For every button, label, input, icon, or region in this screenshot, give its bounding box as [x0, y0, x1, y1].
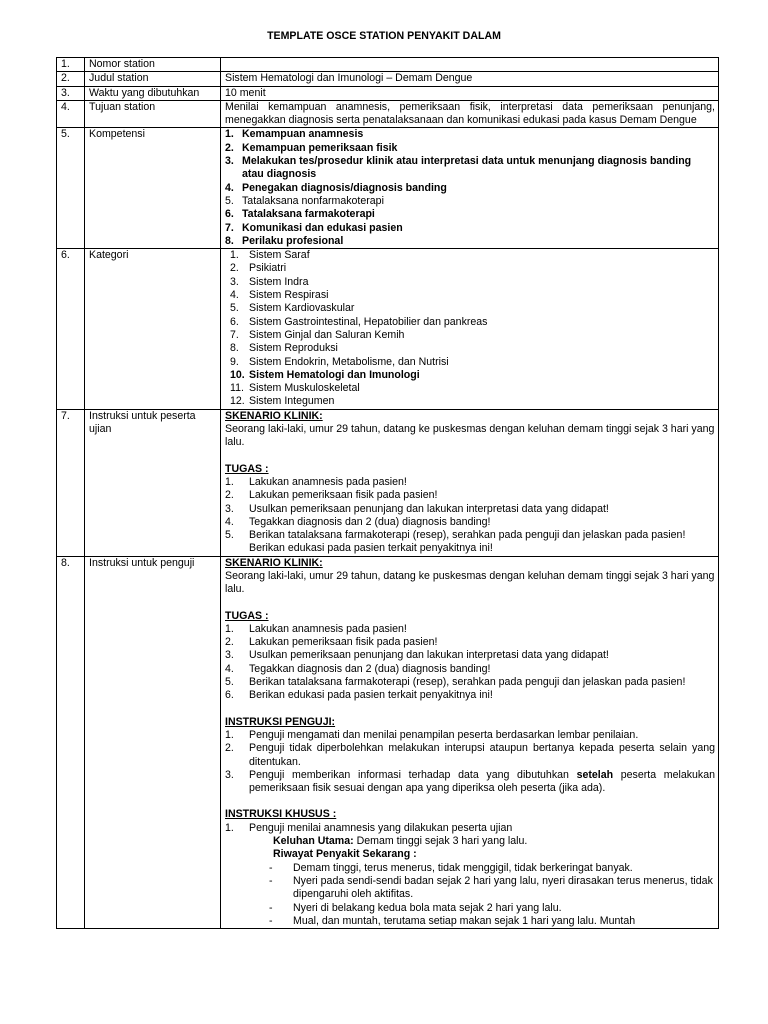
instruksi-penguji-list: [225, 729, 715, 795]
row-value: Sistem Hematologi dan Imunologi – Demam Dengue: [221, 72, 719, 86]
row-number: 7.: [57, 409, 85, 556]
list-item: 2. Lakukan pemeriksaan fisik pada pasien!: [225, 636, 438, 649]
list-item: 5. Berikan tatalaksana farmakoterapi (resep), serahkan pada penguji dan jelaskan pada pasien!: [225, 529, 686, 542]
keluhan-utama: Keluhan Utama: Demam tinggi sejak 3 hari yang lalu.: [273, 835, 528, 848]
list-item: 4. Sistem Respirasi: [230, 289, 329, 302]
table-row: [57, 58, 719, 72]
table-row: [57, 128, 719, 249]
list-item: 1. Lakukan anamnesis pada pasien!: [225, 622, 407, 635]
document-title: TEMPLATE OSCE STATION PENYAKIT DALAM: [267, 30, 501, 42]
instruksi-khusus-heading: INSTRUKSI KHUSUS :: [225, 808, 337, 821]
tugas-list: [225, 476, 715, 542]
list-item: 1. Sistem Saraf: [230, 249, 310, 262]
tugas-heading: TUGAS :: [225, 462, 269, 475]
row-label: Kompetensi: [85, 128, 221, 249]
row-value: [221, 128, 719, 249]
scenario-heading: SKENARIO KLINIK:: [225, 556, 323, 569]
row-number: 8.: [57, 556, 85, 928]
list-item: 12. Sistem Integumen: [230, 395, 335, 408]
list-item: 11. Sistem Muskuloskeletal: [230, 382, 360, 395]
tugas-list: [225, 623, 715, 703]
scenario-text: Seorang laki-laki, umur 29 tahun, datang ke puskesmas dengan keluhan demam tinggi sejak 3 hari yang lalu.: [225, 423, 715, 449]
table-row: [57, 86, 719, 100]
list-item: 7. Komunikasi dan edukasi pasien: [225, 221, 403, 234]
row-value: [221, 249, 719, 410]
list-item: - Nyeri pada sendi-sendi badan sejak 2 hari yang lalu, nyeri dirasakan terus menerus, tidak dipengaruhi oleh aktifitas.: [269, 875, 715, 902]
list-item: - Mual, dan muntah, terutama setiap makan sejak 1 hari yang lalu. Muntah: [269, 915, 715, 928]
list-item: 5. Berikan tatalaksana farmakoterapi (resep), serahkan pada penguji dan jelaskan pada pasien!: [225, 676, 686, 689]
list-item: 9. Sistem Endokrin, Metabolisme, dan Nutrisi: [230, 355, 449, 368]
list-item: 4. Penegakan diagnosis/diagnosis banding: [225, 181, 447, 194]
list-item: 8. Sistem Reproduksi: [230, 342, 338, 355]
list-item: 3. Penguji memberikan informasi terhadap data yang dibutuhkan setelah peserta melakukan pemeriksaan fisik sesuai dengan apa yang diperiksa oleh peserta (jika ada).: [225, 768, 716, 795]
row-number: 5.: [57, 128, 85, 249]
row-label: Instruksi untuk penguji: [85, 556, 221, 928]
list-item: 7. Sistem Ginjal dan Saluran Kemih: [230, 328, 405, 341]
row-value: Menilai kemampuan anamnesis, pemeriksaan fisik, interpretasi data pemeriksaan penunjang, menegakkan diagnosis serta penatalaksanaan dan komunikasi edukasi pada kasus Demam Dengue: [221, 100, 719, 128]
kompetensi-list: [225, 128, 715, 248]
instruksi-khusus-list: [225, 822, 715, 835]
row-value: [221, 58, 719, 72]
row-number: 3.: [57, 86, 85, 100]
table-row: [57, 556, 719, 928]
list-item: - Demam tinggi, terus menerus, tidak menggigil, tidak berkeringat banyak.: [269, 862, 715, 875]
list-item: 2. Penguji tidak diperbolehkan melakukan interupsi ataupun bertanya kepada peserta selain yang ditentukan.: [225, 742, 715, 768]
list-item: 5. Sistem Kardiovaskular: [230, 302, 355, 315]
list-item: 4. Tegakkan diagnosis dan 2 (dua) diagnosis banding!: [225, 515, 491, 528]
row-value: [221, 556, 719, 928]
row-label: Instruksi untuk peserta ujian: [85, 409, 221, 556]
list-item: 5. Tatalaksana nonfarmakoterapi: [225, 194, 384, 207]
list-item: 4. Tegakkan diagnosis dan 2 (dua) diagnosis banding!: [225, 662, 491, 675]
table-row: [57, 100, 719, 128]
row-number: 1.: [57, 58, 85, 72]
row-label: Waktu yang dibutuhkan: [85, 86, 221, 100]
list-item: 1. Lakukan anamnesis pada pasien!: [225, 475, 407, 488]
row-label: Tujuan station: [85, 100, 221, 128]
list-item: 3. Sistem Indra: [230, 275, 309, 288]
tugas-heading: TUGAS :: [225, 609, 269, 622]
list-item: 1. Kemampuan anamnesis: [225, 128, 364, 141]
table-row: [57, 72, 719, 86]
list-item: 1. Penguji menilai anamnesis yang dilakukan peserta ujian: [225, 821, 513, 834]
row-label: Nomor station: [85, 58, 221, 72]
table-row: [57, 249, 719, 410]
rps-list: [225, 862, 715, 928]
list-item: 2. Kemampuan pemeriksaan fisik: [225, 141, 398, 154]
list-item: 3. Melakukan tes/prosedur klinik atau interpretasi data untuk menunjang diagnosis banding atau diagnosis: [225, 155, 692, 181]
list-item: 8. Perilaku profesional: [225, 234, 344, 247]
row-number: 2.: [57, 72, 85, 86]
list-item: 6. Tatalaksana farmakoterapi: [225, 208, 375, 221]
row-value: 10 menit: [221, 86, 719, 100]
list-item: 1. Penguji mengamati dan menilai penampilan peserta berdasarkan lembar penilaian.: [225, 728, 639, 741]
list-item: 6. Berikan edukasi pada pasien terkait penyakitnya ini!: [225, 689, 493, 702]
list-item: 2. Lakukan pemeriksaan fisik pada pasien!: [225, 489, 438, 502]
list-item: - Nyeri di belakang kedua bola mata sejak 2 hari yang lalu.: [269, 902, 715, 915]
list-item: 3. Usulkan pemeriksaan penunjang dan lakukan interpretasi data yang didapat!: [225, 649, 609, 662]
scenario-text: Seorang laki-laki, umur 29 tahun, datang ke puskesmas dengan keluhan demam tinggi sejak 3 hari yang lalu.: [225, 569, 715, 596]
row-label: Kategori: [85, 249, 221, 410]
row-number: 4.: [57, 100, 85, 128]
list-item: 10. Sistem Hematologi dan Imunologi: [230, 368, 420, 381]
row-label: Judul station: [85, 72, 221, 86]
instruksi-penguji-heading: INSTRUKSI PENGUJI:: [225, 715, 336, 728]
rps-heading: Riwayat Penyakit Sekarang :: [273, 848, 417, 861]
tugas-extra: Berikan edukasi pada pasien terkait penyakitnya ini!: [249, 542, 493, 555]
list-item: 6. Sistem Gastrointestinal, Hepatobilier dan pankreas: [230, 315, 488, 328]
list-item: 3. Usulkan pemeriksaan penunjang dan lakukan interpretasi data yang didapat!: [225, 502, 609, 515]
table-row: [57, 409, 719, 556]
row-number: 6.: [57, 249, 85, 410]
scenario-heading: SKENARIO KLINIK:: [225, 409, 323, 422]
list-item: 2. Psikiatri: [230, 262, 287, 275]
kategori-list: [225, 249, 715, 409]
row-value: [221, 409, 719, 556]
osce-table: [56, 57, 719, 929]
